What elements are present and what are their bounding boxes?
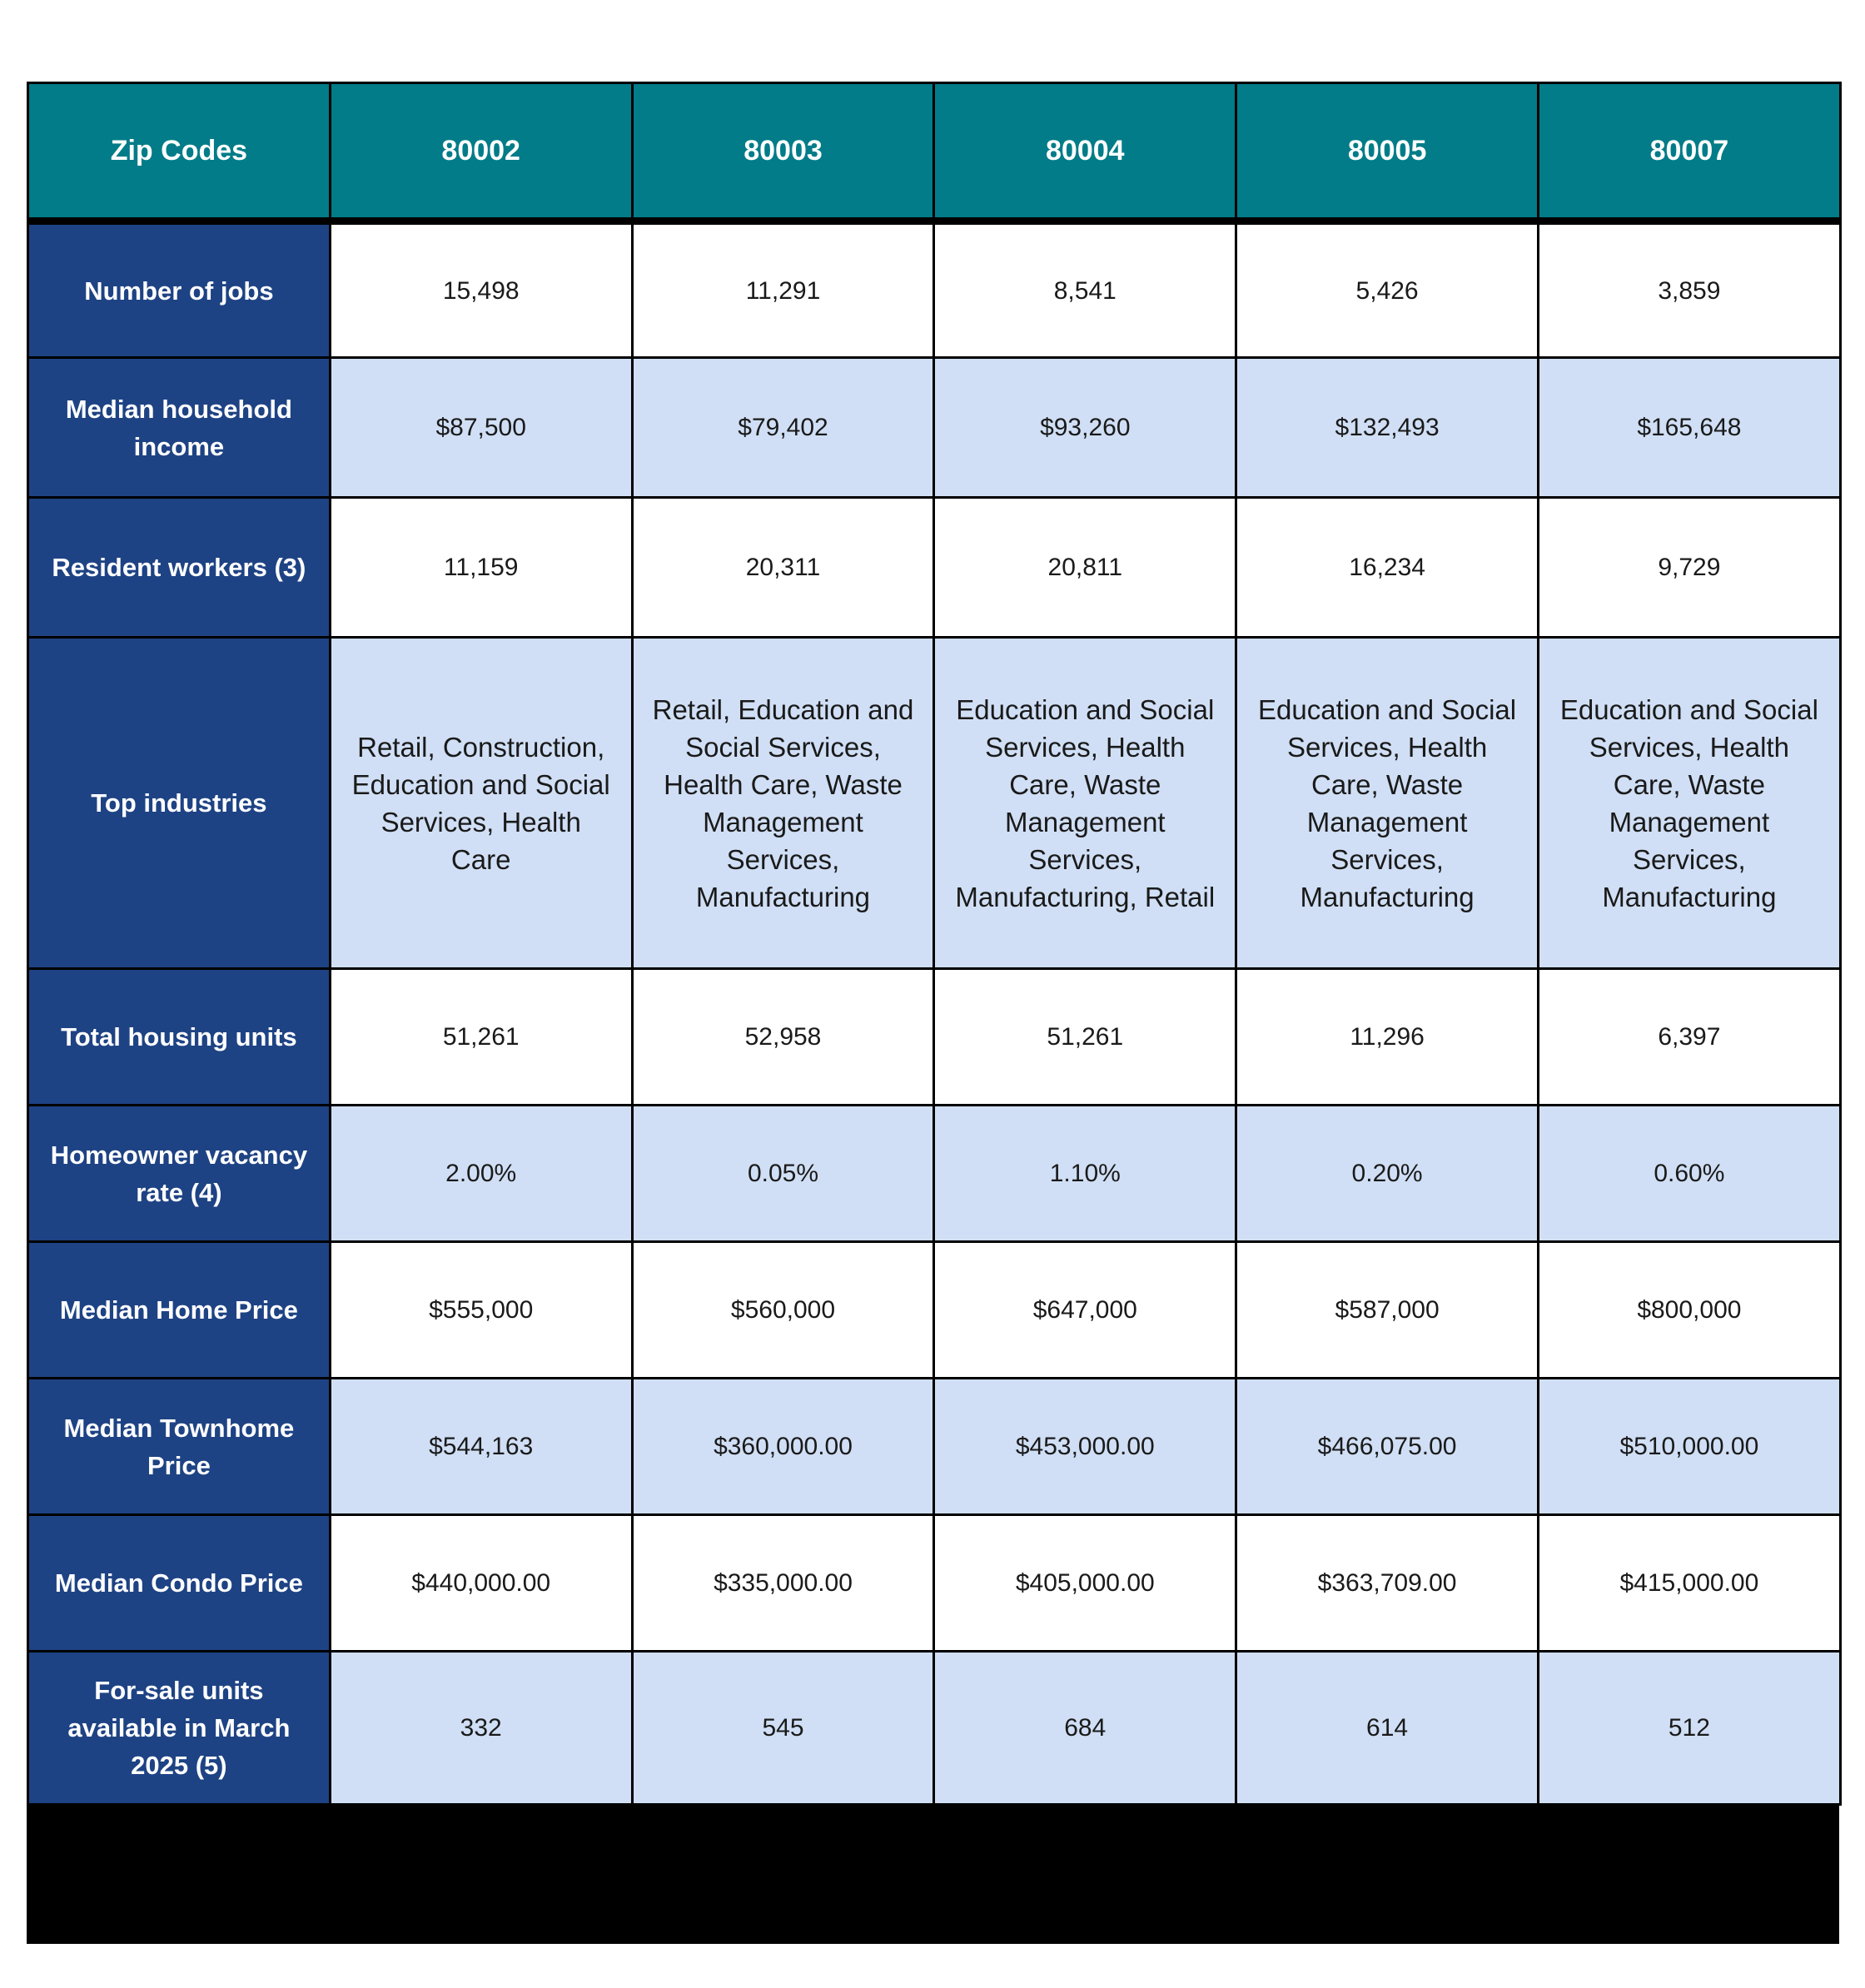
- table-cell: 11,296: [1236, 969, 1539, 1106]
- table-cell: $560,000: [632, 1242, 934, 1379]
- header-row: [28, 83, 1841, 221]
- row-label: Median household income: [28, 358, 331, 498]
- header-zip-80003: 80003: [632, 83, 934, 221]
- table-cell: $647,000: [934, 1242, 1236, 1379]
- header-zip-80005: 80005: [1236, 83, 1539, 221]
- table-cell: Education and Social Services, Health Care, Waste Management Services, Manufacturing: [1236, 638, 1539, 969]
- table-cell: Education and Social Services, Health Care, Waste Management Services, Manufacturing: [1538, 638, 1840, 969]
- table-cell: 684: [934, 1652, 1236, 1805]
- row-label: For-sale units available in March 2025 (5): [28, 1652, 331, 1805]
- table-cell: $510,000.00: [1538, 1379, 1840, 1515]
- table-cell: Retail, Education and Social Services, Health Care, Waste Management Services, Manufacturing: [632, 638, 934, 969]
- row-label: Number of jobs: [28, 221, 331, 358]
- table-cell: 9,729: [1538, 498, 1840, 638]
- table-row-median-home-price: [28, 1242, 1841, 1379]
- table-cell: 545: [632, 1652, 934, 1805]
- table-row-number-of-jobs: [28, 221, 1841, 358]
- row-label: Homeowner vacancy rate (4): [28, 1106, 331, 1242]
- header-zip-80004: 80004: [934, 83, 1236, 221]
- table-cell: 0.20%: [1236, 1106, 1539, 1242]
- table-cell: $405,000.00: [934, 1515, 1236, 1652]
- table-row-for-sale-units: [28, 1652, 1841, 1805]
- zip-code-comparison-table: [27, 82, 1842, 1806]
- table-cell: 0.60%: [1538, 1106, 1840, 1242]
- table-cell: $555,000: [330, 1242, 632, 1379]
- header-zip-80002: 80002: [330, 83, 632, 221]
- table-cell: 16,234: [1236, 498, 1539, 638]
- table-row-total-housing-units: [28, 969, 1841, 1106]
- row-label: Resident workers (3): [28, 498, 331, 638]
- header-zip-80007: 80007: [1538, 83, 1840, 221]
- table-cell: $93,260: [934, 358, 1236, 498]
- table-cell: $363,709.00: [1236, 1515, 1539, 1652]
- table-row-median-townhome-price: [28, 1379, 1841, 1515]
- table-cell: $544,163: [330, 1379, 632, 1515]
- header-label-cell: Zip Codes: [28, 83, 331, 221]
- table-row-top-industries: [28, 638, 1841, 969]
- table-row-homeowner-vacancy-rate: [28, 1106, 1841, 1242]
- table-cell: 11,159: [330, 498, 632, 638]
- table-cell: 5,426: [1236, 221, 1539, 358]
- table-cell: $79,402: [632, 358, 934, 498]
- table-cell: $453,000.00: [934, 1379, 1236, 1515]
- table-row-resident-workers: [28, 498, 1841, 638]
- table-cell: 20,811: [934, 498, 1236, 638]
- footer-black-band: [27, 1805, 1839, 1944]
- table-cell: 20,311: [632, 498, 934, 638]
- table-cell: $132,493: [1236, 358, 1539, 498]
- table-row-median-household-income: [28, 358, 1841, 498]
- table-cell: 1.10%: [934, 1106, 1236, 1242]
- table-cell: $415,000.00: [1538, 1515, 1840, 1652]
- table-cell: $335,000.00: [632, 1515, 934, 1652]
- table-row-median-condo-price: [28, 1515, 1841, 1652]
- row-label: Median Home Price: [28, 1242, 331, 1379]
- table-cell: $466,075.00: [1236, 1379, 1539, 1515]
- table-cell: 11,291: [632, 221, 934, 358]
- table-cell: 6,397: [1538, 969, 1840, 1106]
- table-cell: 614: [1236, 1652, 1539, 1805]
- row-label: Total housing units: [28, 969, 331, 1106]
- table-cell: $800,000: [1538, 1242, 1840, 1379]
- table-cell: 2.00%: [330, 1106, 632, 1242]
- table-cell: $360,000.00: [632, 1379, 934, 1515]
- row-label: Median Townhome Price: [28, 1379, 331, 1515]
- table-cell: Retail, Construction, Education and Social Services, Health Care: [330, 638, 632, 969]
- table-cell: 15,498: [330, 221, 632, 358]
- table-cell: $440,000.00: [330, 1515, 632, 1652]
- table-cell: 332: [330, 1652, 632, 1805]
- table-cell: Education and Social Services, Health Care, Waste Management Services, Manufacturing, Retail: [934, 638, 1236, 969]
- table-cell: $587,000: [1236, 1242, 1539, 1379]
- table-cell: $87,500: [330, 358, 632, 498]
- row-label: Top industries: [28, 638, 331, 969]
- zip-code-table-container: [27, 82, 1839, 1806]
- table-cell: 0.05%: [632, 1106, 934, 1242]
- table-cell: 52,958: [632, 969, 934, 1106]
- table-cell: $165,648: [1538, 358, 1840, 498]
- table-cell: 51,261: [330, 969, 632, 1106]
- table-cell: 512: [1538, 1652, 1840, 1805]
- table-cell: 8,541: [934, 221, 1236, 358]
- table-cell: 3,859: [1538, 221, 1840, 358]
- row-label: Median Condo Price: [28, 1515, 331, 1652]
- table-cell: 51,261: [934, 969, 1236, 1106]
